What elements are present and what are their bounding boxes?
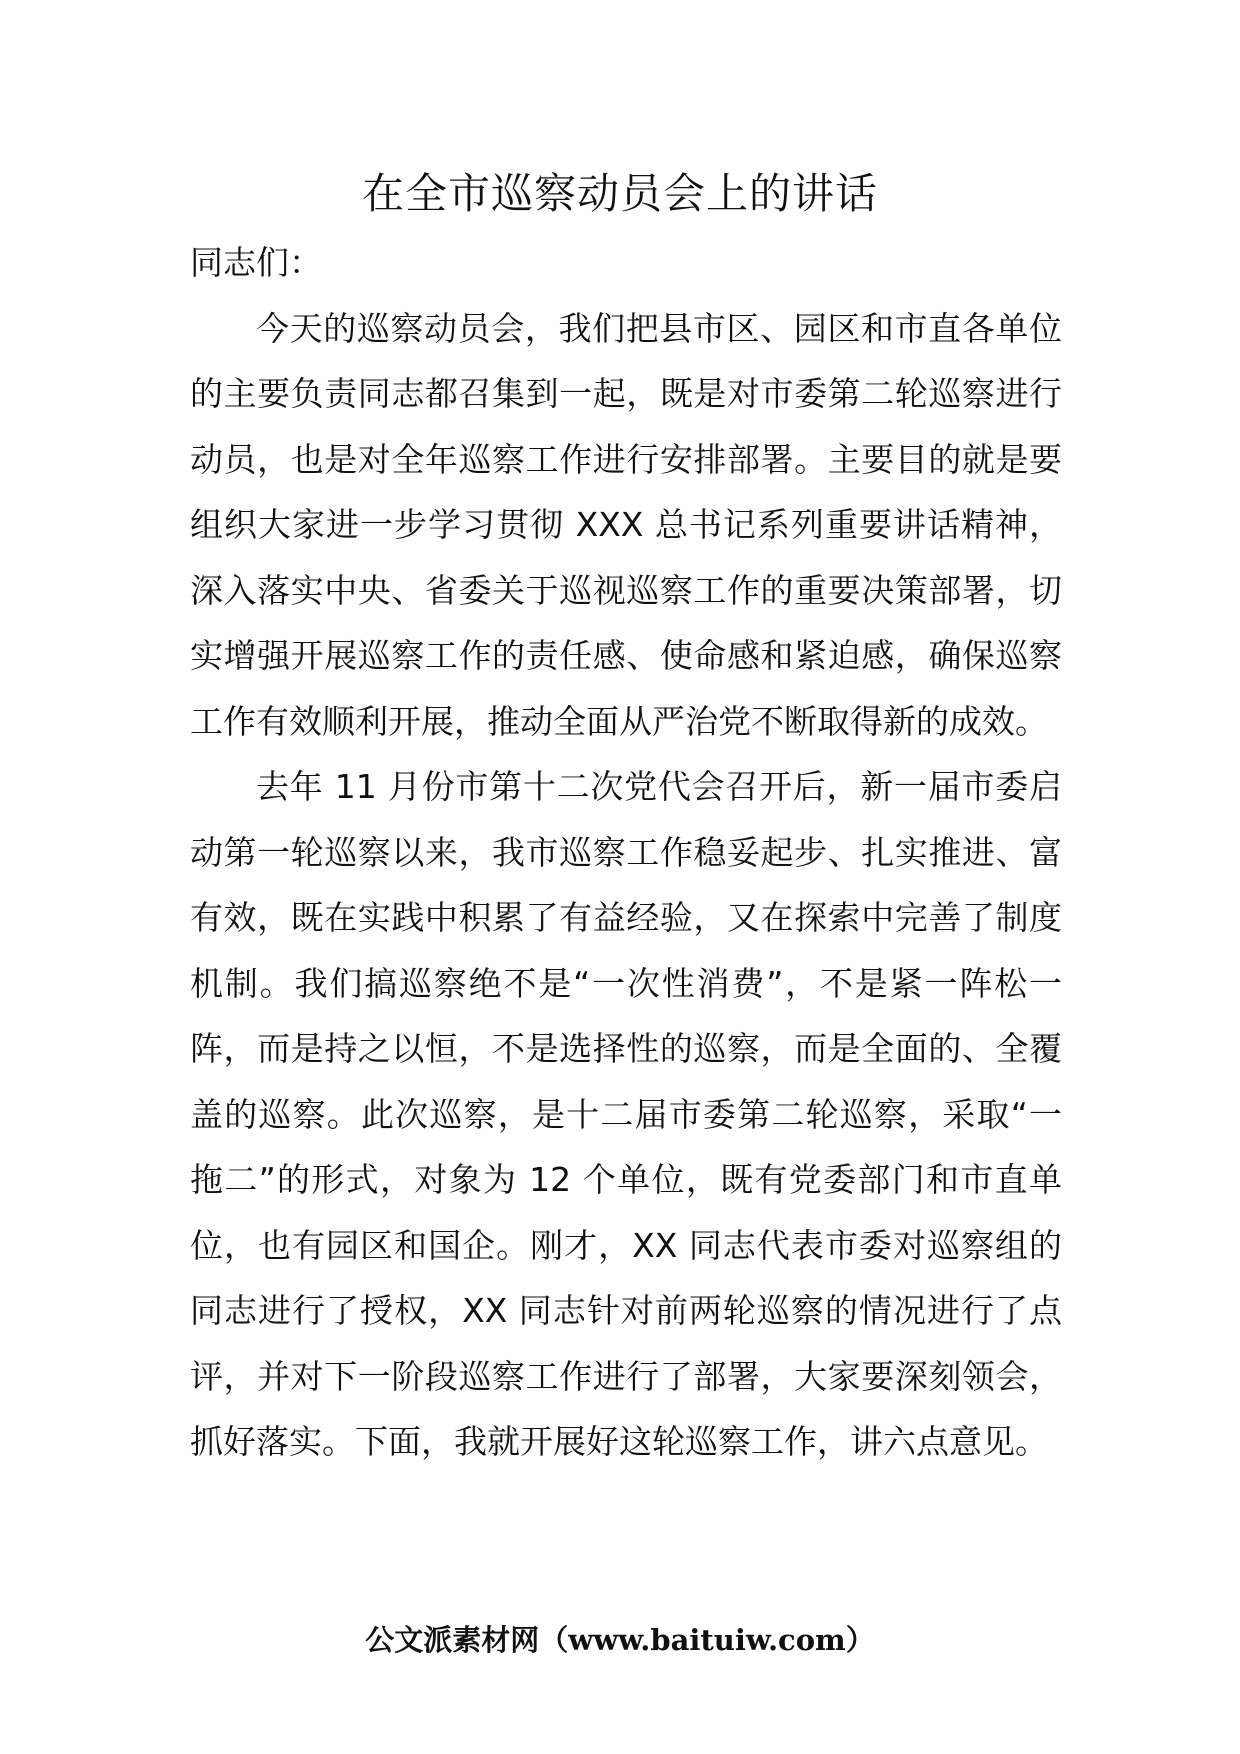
footer-watermark: 公文派素材网（www.baituiw.com） xyxy=(365,1623,875,1657)
document-body xyxy=(190,230,1062,1475)
paragraph: 今天的巡察动员会，我们把县市区、园区和市直各单位的主要负责同志都召集到一起，既是对市委第二轮巡察进行动员，也是对全年巡察工作进行安排部署。主要目的就是要组织大家进一步学习贯彻 XXX 总书记系列重要讲话精神，深入落实中央、省委关于巡视巡察工作的重要决策部署，切实增强开展巡察工作的责任感、使命感和紧迫感，确保巡察工作有效顺利开展，推动全面从严治党不断取得新的成效。 xyxy=(190,308,1062,741)
page-title: 在全市巡察动员会上的讲话 xyxy=(361,169,878,218)
salutation: 同志们： xyxy=(190,243,322,282)
paragraph: 去年 11 月份市第十二次党代会召开后，新一届市委启动第一轮巡察以来，我市巡察工作稳妥起步、扎实推进、富有效，既在实践中积累了有益经验，又在探索中完善了制度机制。我们搞巡察绝不是“一次性消费”，不是紧一阵松一阵，而是持之以恒，不是选择性的巡察，而是全面的、全覆盖的巡察。此次巡察，是十二届市委第二轮巡察，采取“一拖二”的形式，对象为 12 个单位，既有党委部门和市直单位，也有园区和国企。刚才，XX 同志代表市委对巡察组的同志进行了授权，XX 同志针对前两轮巡察的情况进行了点评，并对下一阶段巡察工作进行了部署，大家要深刻领会，抓好落实。下面，我就开展好这轮巡察工作，讲六点意见。 xyxy=(190,767,1062,1461)
